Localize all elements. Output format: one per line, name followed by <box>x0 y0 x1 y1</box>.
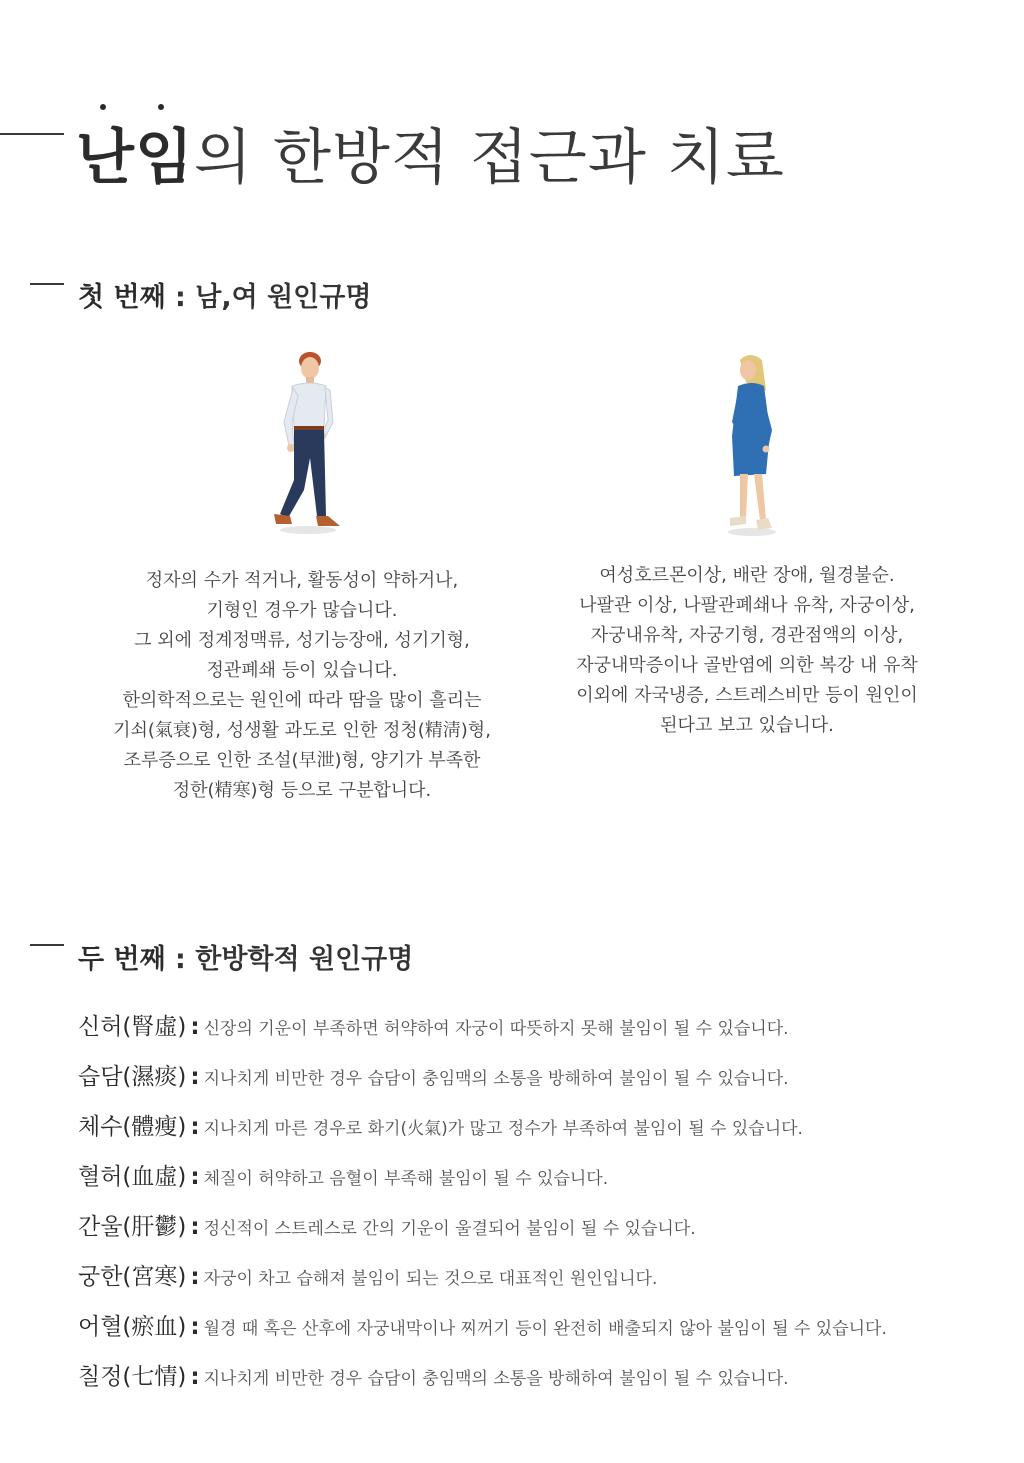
female-figure-illustration <box>716 352 786 540</box>
cause-item: 간울(肝鬱) : 정신적이 스트레스로 간의 기운이 울결되어 불임이 될 수 있습니다. <box>78 1214 696 1240</box>
cause-term: 혈허(血虛) <box>78 1164 187 1190</box>
cause-term: 간울(肝鬱) <box>78 1214 187 1240</box>
cause-description: 신장의 기운이 부족하면 허약하여 자궁이 따뜻하지 못해 불임이 될 수 있습니다. <box>203 1019 789 1039</box>
cause-item: 신허(腎虛) : 신장의 기운이 부족하면 허약하여 자궁이 따뜻하지 못해 불임이 될 수 있습니다. <box>78 1014 789 1040</box>
female-causes-paragraph: 여성호르몬이상, 배란 장애, 월경불순. 나팔관 이상, 나팔관폐쇄나 유착, 자궁이상, 자궁내유착, 자궁기형, 경관점액의 이상, 자궁내막증이나 골반염에 의한 복강 내 유착 이외에 자국냉증, 스트레스비만 등이 원인이 된다고 보고 있습니다. <box>576 565 918 736</box>
cause-description: 체질이 허약하고 음혈이 부족해 불임이 될 수 있습니다. <box>203 1169 609 1189</box>
section1-topic: 남,여 원인규명 <box>195 282 372 313</box>
cause-item: 혈허(血虛) : 체질이 허약하고 음혈이 부족해 불임이 될 수 있습니다. <box>78 1164 609 1190</box>
title-rest: 의 한방적 접근과 치료 <box>193 123 785 193</box>
emphasis-dot <box>158 104 164 110</box>
cause-description: 정신적이 스트레스로 간의 기운이 울결되어 불임이 될 수 있습니다. <box>203 1219 696 1239</box>
male-figure-illustration <box>262 350 352 538</box>
section2-rule <box>30 944 64 946</box>
page-title <box>76 118 785 198</box>
cause-term: 체수(體瘦) <box>78 1114 187 1140</box>
cause-description: 지나치게 비만한 경우 습담이 충임맥의 소통을 방해하여 불임이 될 수 있습니다. <box>203 1369 789 1389</box>
cause-item: 칠정(七情) : 지나치게 비만한 경우 습담이 충임맥의 소통을 방해하여 불임이 될 수 있습니다. <box>78 1364 789 1390</box>
cause-item: 어혈(瘀血) : 월경 때 혹은 산후에 자궁내막이나 찌꺼기 등이 완전히 배출되지 않아 불임이 될 수 있습니다. <box>78 1314 887 1340</box>
section2-topic: 한방학적 원인규명 <box>195 944 414 975</box>
title-emphasis: 난임 <box>76 118 194 198</box>
cause-description: 지나치게 비만한 경우 습담이 충임맥의 소통을 방해하여 불임이 될 수 있습니다. <box>203 1069 789 1089</box>
cause-term: 습담(濕痰) <box>78 1064 187 1090</box>
cause-item: 궁한(宮寒) : 자궁이 차고 습해져 불임이 되는 것으로 대표적인 원인입니다. <box>78 1264 658 1290</box>
cause-description: 월경 때 혹은 산후에 자궁내막이나 찌꺼기 등이 완전히 배출되지 않아 불임이 될 수 있습니다. <box>203 1319 887 1339</box>
cause-item: 습담(濕痰) : 지나치게 비만한 경우 습담이 충임맥의 소통을 방해하여 불임이 될 수 있습니다. <box>78 1064 789 1090</box>
cause-term: 어혈(瘀血) <box>78 1314 187 1340</box>
emphasis-dot <box>100 104 106 110</box>
cause-term: 궁한(宮寒) <box>78 1264 187 1290</box>
cause-item: 체수(體瘦) : 지나치게 마른 경우로 화기(火氣)가 많고 정수가 부족하여 불임이 될 수 있습니다. <box>78 1114 803 1140</box>
cause-description: 지나치게 마른 경우로 화기(火氣)가 많고 정수가 부족하여 불임이 될 수 있습니다. <box>203 1119 803 1139</box>
male-causes-paragraph: 정자의 수가 적거나, 활동성이 약하거나, 기형인 경우가 많습니다. 그 외에 정계정맥류, 성기능장애, 성기기형, 정관폐쇄 등이 있습니다. 한의학적으로는 원인에 따라 땀을 많이 흘리는 기쇠(氣衰)형, 성생활 과도로 인한 정청(精淸)형, 조루증으로 인한 조설(早泄)형, 양기가 부족한 정한(精寒)형 등으로 구분합니다. <box>113 570 491 801</box>
title-rule <box>0 133 64 135</box>
section2-label: 두 번째 <box>78 944 166 975</box>
cause-term: 신허(腎虛) <box>78 1014 187 1040</box>
section1-rule <box>30 283 64 285</box>
section1-label: 첫 번째 <box>78 282 166 313</box>
section1-title: 첫 번째 : 남,여 원인규명 <box>78 282 372 313</box>
cause-term: 칠정(七情) <box>78 1364 187 1390</box>
cause-description: 자궁이 차고 습해져 불임이 되는 것으로 대표적인 원인입니다. <box>203 1269 658 1289</box>
section2-title: 두 번째 : 한방학적 원인규명 <box>78 944 414 975</box>
